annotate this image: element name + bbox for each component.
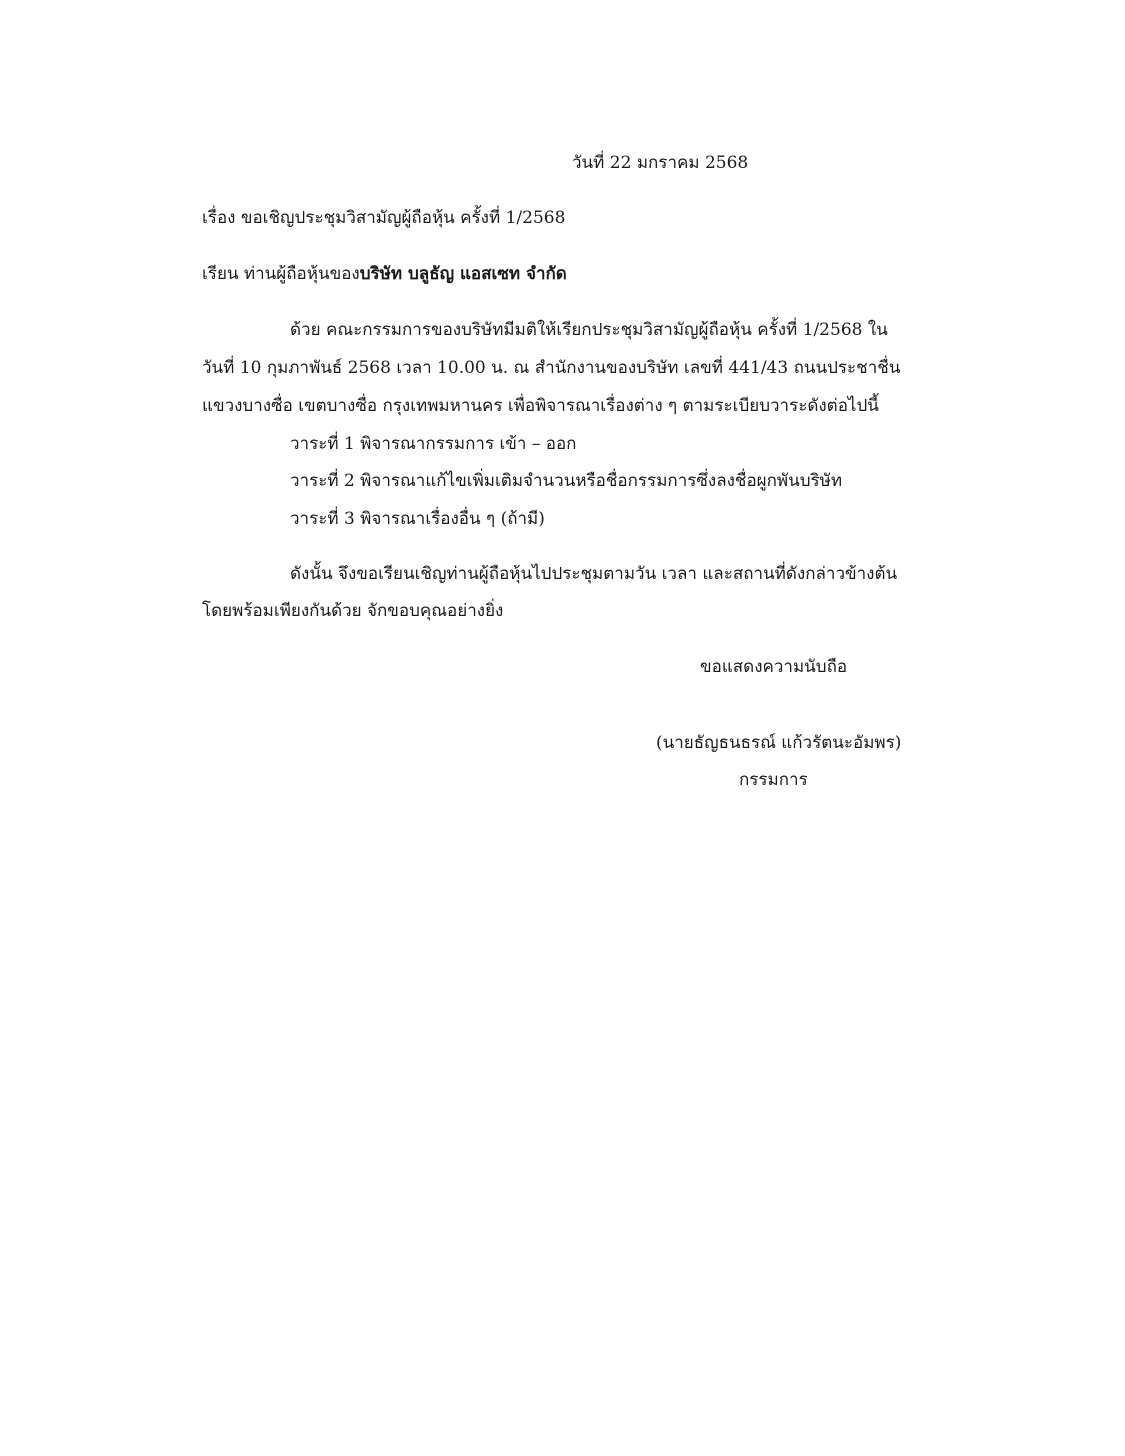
agenda-item-1: วาระที่ 1 พิจารณากรรมการ เข้า – ออก xyxy=(290,434,577,454)
signer-name: (นายธัญธนธรณ์ แก้วรัตนะอัมพร) xyxy=(656,733,902,753)
body-line-3: แขวงบางซื่อ เขตบางซื่อ กรุงเทพมหานคร เพื่อพิจารณาเรื่องต่าง ๆ ตามระเบียบวาระดังต่อไปนี้ xyxy=(202,396,879,416)
signer-title: กรรมการ xyxy=(739,770,808,790)
closing-line-2: โดยพร้อมเพียงกันด้วย จักขอบคุณอย่างยิ่ง xyxy=(202,601,504,621)
regards: ขอแสดงความนับถือ xyxy=(700,657,848,677)
agenda-item-2: วาระที่ 2 พิจารณาแก้ไขเพิ่มเติมจำนวนหรือชื่อกรรมการซึ่งลงชื่อผูกพันบริษัท xyxy=(290,471,843,491)
recipient-prefix: เรียน ท่านผู้ถือหุ้นของ xyxy=(202,264,360,284)
recipient-company: บริษัท บลูธัญ แอสเซท จำกัด xyxy=(359,264,567,284)
letter-subject: เรื่อง ขอเชิญประชุมวิสามัญผู้ถือหุ้น ครั้งที่ 1/2568 xyxy=(202,208,566,228)
body-line-1: ด้วย คณะกรรมการของบริษัทมีมติให้เรียกประชุมวิสามัญผู้ถือหุ้น ครั้งที่ 1/2568 ใน xyxy=(290,320,888,340)
letter-date: วันที่ 22 มกราคม 2568 xyxy=(572,153,749,173)
agenda-item-3: วาระที่ 3 พิจารณาเรื่องอื่น ๆ (ถ้ามี) xyxy=(290,509,545,529)
body-line-2: วันที่ 10 กุมภาพันธ์ 2568 เวลา 10.00 น. ณ สำนักงานของบริษัท เลขที่ 441/43 ถนนประชาชื่น xyxy=(202,358,901,378)
closing-line-1: ดังนั้น จึงขอเรียนเชิญท่านผู้ถือหุ้นไปประชุมตามวัน เวลา และสถานที่ดังกล่าวข้างต้น xyxy=(290,564,898,584)
letter-recipient xyxy=(202,266,567,283)
